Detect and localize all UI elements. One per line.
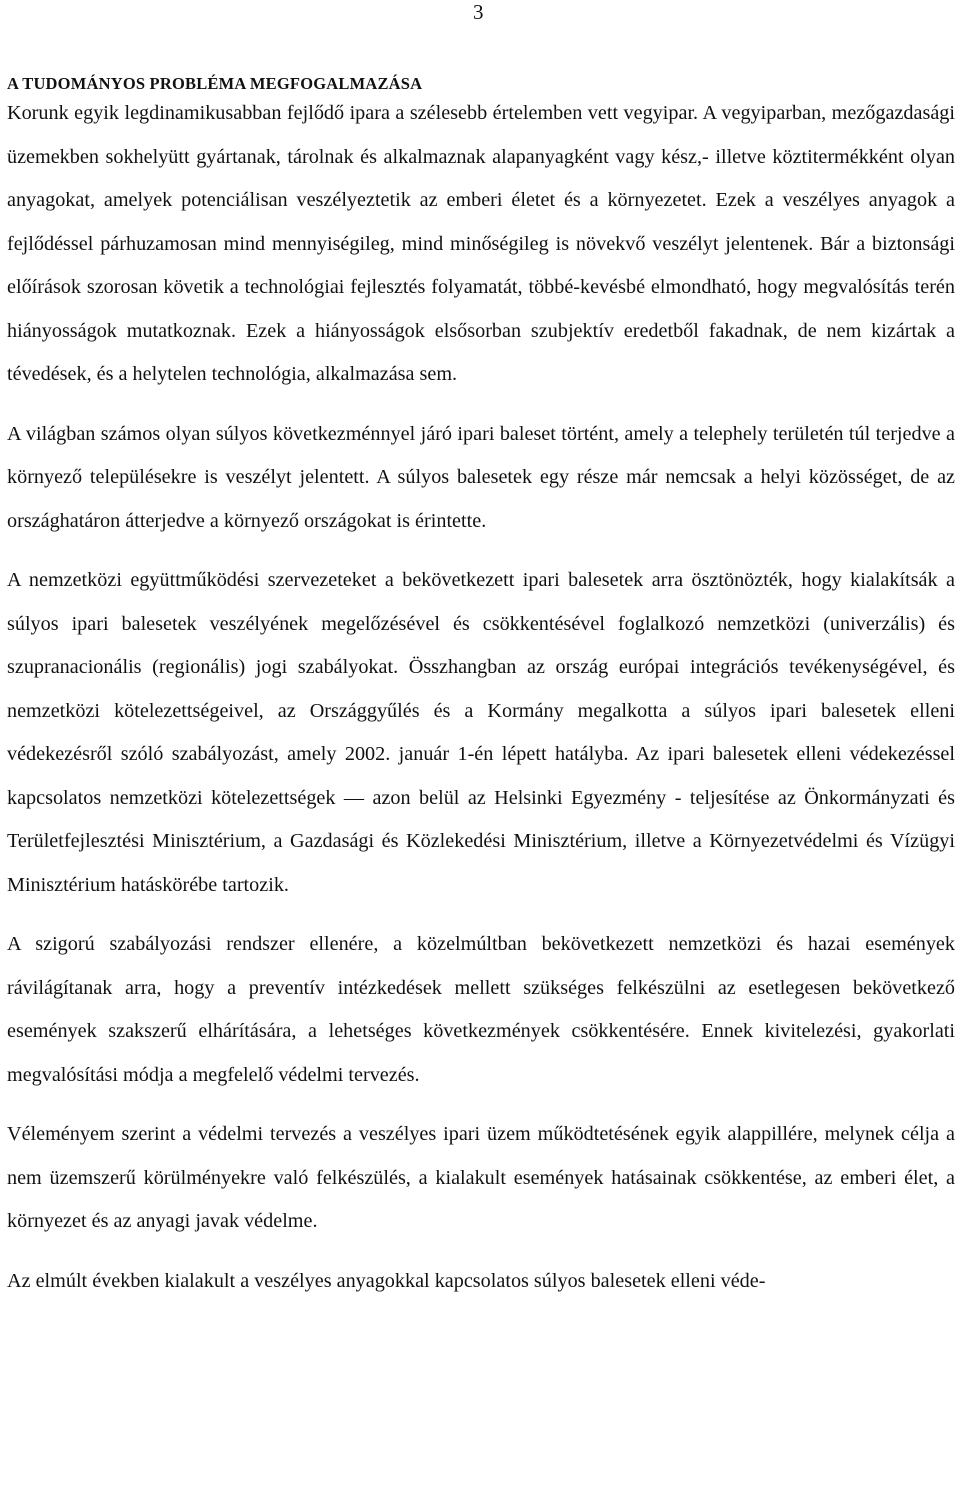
- paragraph-2: A világban számos olyan súlyos következménnyel járó ipari baleset történt, amely a telephely területén túl terjedve a környező településekre is veszélyt jelentett. A súlyos balesetek egy része már nemcsak a helyi közösséget, de az országhatáron átterjedve a környező országokat is érintette.: [7, 422, 955, 532]
- page-number: 3: [473, 0, 484, 24]
- paragraph-3: A nemzetközi együttműködési szervezeteket a bekövetkezett ipari balesetek arra ösztönözték, hogy kialakítsák a súlyos ipari balesetek veszélyének megelőzésével és csökkentésével foglalkozó nemzetközi (univerzális) és szupranacionális (regionális) jogi szabályokat. Összhangban az ország európai integrációs tevékenységével, és nemzetközi kötelezettségeivel, az Országgyűlés és a Kormány megalkotta a súlyos ipari balesetek elleni védekezésről szóló szabályozást, amely 2002. január 1-én lépett hatályba. Az ipari balesetek elleni védekezéssel kapcsolatos nemzetközi kötelezettségek — azon belül az Helsinki Egyezmény - teljesítése az Önkormányzati és Területfejlesztési Minisztérium, a Gazdasági és Közlekedési Minisztérium, illetve a Környezetvédelmi és Vízügyi Minisztérium hatáskörébe tartozik.: [7, 569, 955, 896]
- paragraph-6: Az elmúlt években kialakult a veszélyes anyagokkal kapcsolatos súlyos balesetek elleni véde-: [7, 1269, 766, 1292]
- section-heading: A TUDOMÁNYOS PROBLÉMA MEGFOGALMAZÁSA: [7, 74, 423, 93]
- document-body: [7, 70, 955, 1303]
- paragraph-5: Véleményem szerint a védelmi tervezés a veszélyes ipari üzem működtetésének egyik alappillére, melynek célja a nem üzemszerű körülményekre való felkészülés, a kialakult események hatásainak csökkentése, az emberi élet, a környezet és az anyagi javak védelme.: [7, 1123, 955, 1232]
- paragraph-1: Korunk egyik legdinamikusabban fejlődő ipara a szélesebb értelemben vett vegyipar. A vegyiparban, mezőgazdasági üzemekben sokhelyütt gyártanak, tárolnak és alkalmaznak alapanyagként vagy kész,- illetve köztitermékként olyan anyagokat, amelyek potenciálisan veszélyeztetik az emberi életet és a környezetet. Ezek a veszélyes anyagok a fejlődéssel párhuzamosan mind mennyiségileg, mind minőségileg is növekvő veszélyt jelentenek. Bár a biztonsági előírások szorosan követik a technológiai fejlesztés folyamatát, többé-kevésbé elmondható, hogy megvalósítás terén hiányosságok mutatkoznak. Ezek a hiányosságok elsősorban szubjektív eredetből fakadnak, de nem kizártak a tévedések, és a helytelen technológia, alkalmazása sem.: [7, 102, 955, 385]
- paragraph-4: A szigorú szabályozási rendszer ellenére, a közelmúltban bekövetkezett nemzetközi és hazai események rávilágítanak arra, hogy a preventív intézkedések mellett szükséges felkészülni az esetlegesen bekövetkező események szakszerű elhárítására, a lehetséges következmények csökkentésére. Ennek kivitelezési, gyakorlati megvalósítási módja a megfelelő védelmi tervezés.: [7, 933, 955, 1086]
